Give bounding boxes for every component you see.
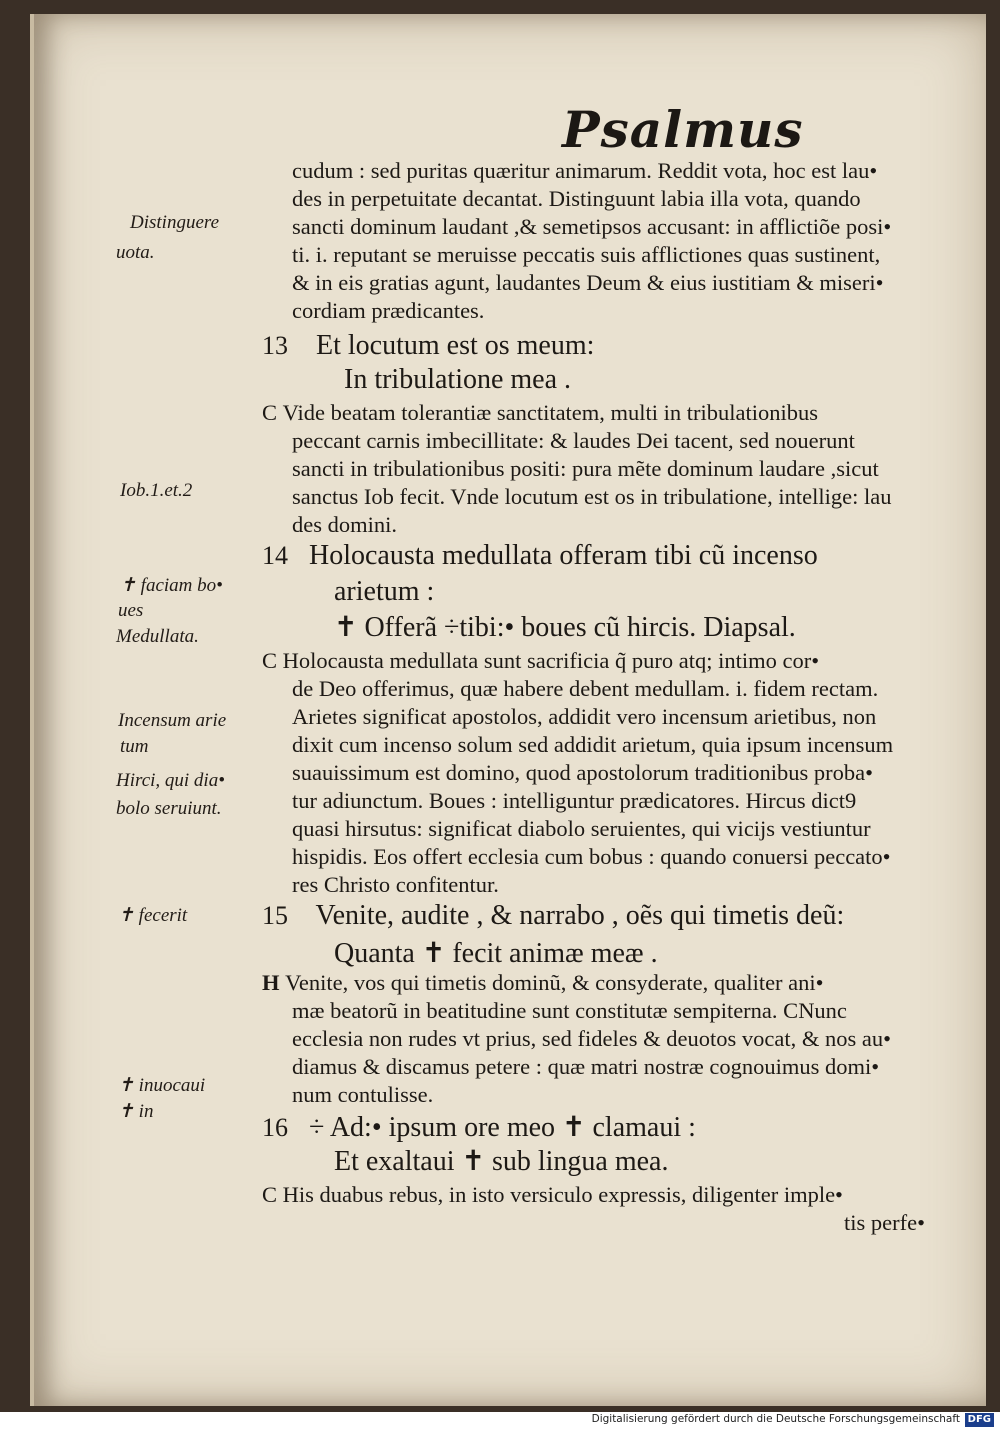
verse-text: arietum :	[334, 576, 435, 607]
text-line	[292, 998, 847, 1024]
verse-text: Et locutum est os meum:	[316, 330, 595, 361]
text-line	[262, 648, 819, 674]
verse-text: In tribulatione mea .	[344, 364, 572, 395]
text-line	[262, 1182, 843, 1208]
footer-bar	[0, 1412, 1000, 1429]
text-line: & in eis gratias agunt, laudantes Deum & eius iustitiam & miseri•	[292, 270, 884, 295]
verse-15	[262, 900, 844, 932]
verse-14	[262, 540, 818, 572]
pilcrow-marker: C	[262, 400, 278, 425]
rubric-marker: H	[262, 970, 280, 995]
verse-text: Et exaltaui ✝ sub lingua mea.	[334, 1146, 669, 1177]
margin-note: bolo seruiunt.	[116, 798, 222, 819]
text-line: peccant carnis imbecillitate: & laudes Dei tacent, sed nouerunt	[292, 428, 855, 453]
catchword: tis perfe•	[844, 1210, 925, 1235]
verse-text: Holocausta medullata offeram tibi cũ incenso	[309, 540, 818, 571]
text-line: num contulisse.	[292, 1082, 434, 1107]
margin-note: Hirci, qui dia•	[116, 770, 225, 791]
text-line	[262, 400, 818, 426]
verse-number: 14	[262, 541, 288, 570]
margin-note: Incensum arie	[118, 710, 227, 731]
text-line: sancti dominum laudant ,& semetipsos accusant: in afflictiõe posi•	[292, 214, 892, 239]
dfg-logo: DFG	[965, 1413, 994, 1427]
footer-credit: Digitalisierung gefördert durch die Deutsche Forschungsgemeinschaft	[591, 1413, 960, 1425]
text-line: Vide beatam tolerantiæ sanctitatem, multi in tribulationibus	[282, 400, 819, 425]
text-line: Venite, vos qui timetis dominũ, & consyderate, qualiter ani•	[285, 970, 824, 995]
text-line: mæ beatorũ in beatitudine sunt constitutæ sempiterna.	[292, 998, 778, 1023]
text-line: sanctus Iob fecit. Vnde locutum est os in tribulatione, intellige: lau	[292, 484, 892, 509]
verse-text: ÷ Ad:• ipsum ore meo ✝ clamaui :	[309, 1112, 696, 1143]
verse-text: Venite, audite , & narrabo , oẽs qui timetis deũ:	[315, 900, 845, 931]
text-line: tur adiunctum. Boues : intelliguntur prædicatores. Hircus dict9	[292, 788, 857, 813]
pilcrow-marker: C	[262, 648, 278, 673]
book-page	[30, 14, 986, 1406]
verse-number: 13	[262, 331, 288, 360]
text-line: ti. i. reputant se meruisse peccatis suis afflictiones quas sustinent,	[292, 242, 881, 267]
text-line: sancti in tribulationibus positi: pura mẽte dominum laudare ,sicut	[292, 456, 879, 481]
margin-note: ✝ in	[118, 1101, 154, 1122]
verse-text: Quanta ✝ fecit animæ meæ .	[334, 938, 658, 969]
verse-13	[262, 330, 594, 362]
verse-text: ✝ Offerã ÷tibi:• boues cũ hircis. Diapsal.	[334, 612, 796, 643]
verse-number: 15	[262, 901, 288, 930]
text-line: Holocausta medullata sunt sacrificia q̃ puro atq; intimo cor•	[282, 648, 820, 673]
margin-note: tum	[120, 736, 149, 757]
text-line: Arietes significat apostolos, addidit vero incensum arietibus, non	[292, 704, 877, 729]
margin-note: Distinguere	[130, 212, 220, 233]
margin-note: Iob.1.et.2	[120, 480, 193, 501]
text-line: diamus & discamus petere : quæ matri nostræ cognouimus domi•	[292, 1054, 880, 1079]
text-line: hispidis. Eos offert ecclesia cum bobus : quando conuersi peccato•	[292, 844, 891, 869]
text-line: Nunc	[798, 998, 847, 1023]
running-head: Psalmus	[562, 100, 804, 159]
margin-note: ✝ inuocaui	[118, 1075, 206, 1096]
verse-16	[262, 1110, 696, 1144]
text-line: dixit cum incenso solum sed addidit arietum, quia ipsum incensum	[292, 732, 894, 757]
margin-note: ues	[118, 600, 144, 621]
margin-note: uota.	[116, 242, 155, 263]
text-line: des domini.	[292, 512, 397, 537]
text-line: His duabus rebus, in isto versiculo expressis, diligenter imple•	[282, 1182, 843, 1207]
pilcrow-marker: C	[262, 1182, 278, 1207]
text-line: de Deo offerimus, quæ habere debent medullam. i. fidem rectam.	[292, 676, 879, 701]
pilcrow-marker: C	[783, 998, 799, 1023]
text-line: des in perpetuitate decantat. Distinguunt labia illa vota, quando	[292, 186, 861, 211]
margin-note: Medullata.	[116, 626, 199, 647]
text-line	[262, 970, 824, 996]
margin-note: ✝ fecerit	[118, 905, 188, 926]
verse-number: 16	[262, 1113, 288, 1142]
text-line: suauissimum est domino, quod apostolorum traditionibus proba•	[292, 760, 873, 785]
text-line: cordiam prædicantes.	[292, 298, 485, 323]
margin-note: ✝ faciam bo•	[120, 575, 223, 596]
text-line: ecclesia non rudes vt prius, sed fideles & deuotos vocat, & nos au•	[292, 1026, 891, 1051]
text-line: res Christo confitentur.	[292, 872, 499, 897]
text-line: quasi hirsutus: significat diabolo seruientes, qui vicijs vestiuntur	[292, 816, 871, 841]
text-line: cudum : sed puritas quæritur animarum. Reddit vota, hoc est lau•	[292, 158, 878, 183]
